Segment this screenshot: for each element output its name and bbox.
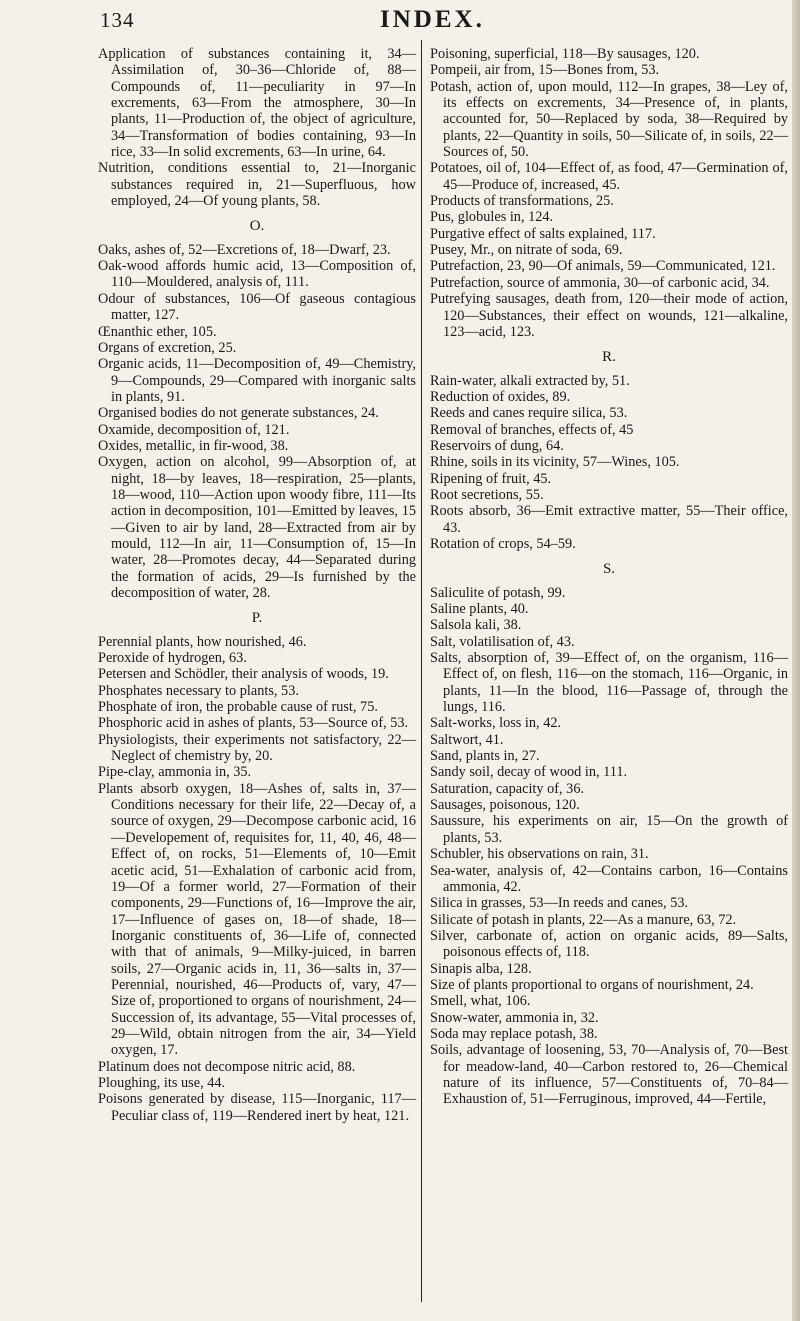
- index-entry: Silicate of potash in plants, 22—As a manure, 63, 72.: [430, 911, 737, 928]
- index-entry: Root secretions, 55.: [430, 486, 544, 503]
- column-divider: [421, 40, 422, 1302]
- index-entry: Silica in grasses, 53—In reeds and canes, 53.: [430, 895, 689, 912]
- index-entry: Odour of substances, 106—Of gaseous contagious matter, 127.: [98, 290, 416, 324]
- index-entry: Putrefaction, source of ammonia, 30—of carbonic acid, 34.: [430, 274, 770, 291]
- section-heading-p: P.: [251, 610, 263, 627]
- index-entry: Reduction of oxides, 89.: [430, 388, 571, 405]
- index-entry: Application of substances containing it, 34—Assimilation of, 30–36—Chloride of, 88—Compounds of, 11—peculiarity in 97—In excrements, 63—From the atmosphere, 30—In plants, 11—Production of, the object of agriculture, 34—Transformation of bodies containing, 93—In rice, 33—In solid excrements, 63—In urine, 64.: [98, 46, 416, 161]
- index-entry: Purgative effect of salts explained, 117.: [430, 225, 656, 242]
- page-number: 134: [100, 8, 135, 32]
- index-entry: Physiologists, their experiments not satisfactory, 22—Neglect of chemistry by, 20.: [98, 731, 416, 765]
- index-entry: Oaks, ashes of, 52—Excretions of, 18—Dwarf, 23.: [98, 241, 391, 258]
- index-entry: Salt, volatilisation of, 43.: [430, 633, 575, 650]
- running-title: INDEX.: [380, 6, 485, 33]
- index-entry: Salsola kali, 38.: [430, 617, 522, 634]
- index-entry: Rain-water, alkali extracted by, 51.: [430, 372, 630, 389]
- page-header: [0, 4, 800, 40]
- index-entry: Sausages, poisonous, 120.: [430, 797, 580, 814]
- index-entry: Ripening of fruit, 45.: [430, 470, 552, 487]
- index-entry: Oak-wood affords humic acid, 13—Composition of, 110—Mouldered, analysis of, 111.: [98, 258, 416, 291]
- index-entry: Soils, advantage of loosening, 53, 70—Analysis of, 70—Best for meadow-land, 40—Carbon restored to, 26—Chemical nature of its influence, 57—Constituents of, 70–84—Exhaustion of, 51—Ferruginous, improved, 44—Fertile,: [430, 1042, 788, 1108]
- index-entry: Nutrition, conditions essential to, 21—Inorganic substances required in, 21—Superfluous, how employed, 24—Of young plants, 58.: [98, 160, 416, 210]
- index-entry: Organic acids, 11—Decomposition of, 49—Chemistry, 9—Compounds, 29—Compared with inorganic salts in plants, 91.: [98, 356, 416, 405]
- section-heading-s: S.: [602, 561, 616, 578]
- index-entry: Sea-water, analysis of, 42—Contains carbon, 16—Contains ammonia, 42.: [430, 862, 788, 895]
- index-entry: Saltwort, 41.: [430, 731, 504, 748]
- index-entry: Poisoning, superficial, 118—By sausages, 120.: [430, 46, 700, 62]
- index-entry: Pusey, Mr., on nitrate of soda, 69.: [430, 242, 623, 259]
- index-entry: Reeds and canes require silica, 53.: [430, 405, 628, 422]
- section-heading-o: O.: [249, 218, 265, 235]
- index-entry: Schubler, his observations on rain, 31.: [430, 846, 649, 863]
- index-entry: Oxygen, action on alcohol, 99—Absorption of, at night, 18—by leaves, 18—respiration, 25—plants, 18—wood, 110—Action upon woody fibre, 111—Its action in decomposition, 101—Emitted by leaves, 15—Given to air by land, 28—Extracted from air by mould, 112—In air, 11—Consumption of, 15—In water, 28—Promotes decay, 44—Separated during the formation of acids, 29—Is furnished by the decomposition of water, 28.: [98, 454, 416, 601]
- index-entry: Petersen and Schödler, their analysis of woods, 19.: [98, 666, 389, 683]
- index-entry: Snow-water, ammonia in, 32.: [430, 1009, 599, 1026]
- entries-p: [98, 634, 416, 1124]
- index-entry: Phosphate of iron, the probable cause of rust, 75.: [98, 699, 378, 716]
- index-entry: Oxides, metallic, in fir-wood, 38.: [98, 437, 289, 454]
- index-entry: Reservoirs of dung, 64.: [430, 437, 564, 454]
- index-entry: Saturation, capacity of, 36.: [430, 780, 585, 797]
- left-column: [98, 46, 416, 1124]
- index-entry: Peroxide of hydrogen, 63.: [98, 650, 247, 667]
- index-entry: Products of transformations, 25.: [430, 193, 614, 210]
- index-entry: Phosphoric acid in ashes of plants, 53—Source of, 53.: [98, 715, 409, 732]
- index-entry: Rotation of crops, 54–59.: [430, 535, 576, 552]
- index-entry: Perennial plants, how nourished, 46.: [98, 633, 307, 650]
- index-entry: Sinapis alba, 128.: [430, 960, 532, 977]
- index-entry: Poisons generated by disease, 115—Inorganic, 117—Peculiar class of, 119—Rendered inert by heat, 121.: [98, 1091, 416, 1124]
- index-entry: Roots absorb, 36—Emit extractive matter, 55—Their office, 43.: [430, 503, 788, 536]
- index-entry: Oxamide, decomposition of, 121.: [98, 421, 290, 438]
- index-entry: Removal of branches, effects of, 45: [430, 421, 634, 438]
- index-entry: Platinum does not decompose nitric acid, 88.: [98, 1058, 356, 1075]
- entries-n-tail: [98, 46, 416, 209]
- entries-p-continued: [430, 46, 788, 340]
- index-entry: Pompeii, air from, 15—Bones from, 53.: [430, 62, 660, 79]
- index-entry: Potash, action of, upon mould, 112—In grapes, 38—Ley of, its effects on excrements, 34—Presence of, in plants, accounted for, 50—Replaced by soda, 38—Required by plants, 22—Quantity in soils, 50—Silicate of, in soils, 22—Sources of, 50.: [430, 78, 788, 161]
- entries-r: [430, 373, 788, 553]
- index-entry: Organised bodies do not generate substances, 24.: [98, 405, 379, 422]
- index-entry: Soda may replace potash, 38.: [430, 1025, 598, 1042]
- index-entry: Saliculite of potash, 99.: [430, 584, 566, 601]
- index-entry: Smell, what, 106.: [430, 993, 531, 1010]
- index-entry: Salts, absorption of, 39—Effect of, on the organism, 116—Effect of, on flesh, 116—on the stomach, 116—Organic, in plants, 11—In the blood, 116—Passage of, through the lungs, 116.: [430, 650, 788, 716]
- index-entry: Putrefying sausages, death from, 120—their mode of action, 120—Substances, their effect on wounds, 121—alkaline, 123—acid, 123.: [430, 291, 788, 340]
- index-entry: Plants absorb oxygen, 18—Ashes of, salts in, 37—Conditions necessary for their life, 22—Decay of, a source of oxygen, 29—Decompose carbonic acid, 16—Developement of, requisites for, 11, 40, 46, 48—Effect of, on rocks, 51—Elements of, 10—Emit acetic acid, 51—Exhalation of carbonic acid from, 19—Of a former world, 27—Formation of their components, 29—Functions of, 16—Improve the air, 17—Influence of gases on, 18—of shade, 18—Inorganic constituents of, 36—Life of, connected with that of animals, 9—Milky-juiced, in barren soils, 27—Organic acids in, 11, 36—salts in, 37—Perennial, nourished, 46—Products of, vary, 47—Size of, proportioned to organs of nourishment, 24—Succession of, its advantage, 55—Vital processes of, 29—Wild, obtain nitrogen from the air, 34—Yield oxygen, 17.: [98, 780, 416, 1059]
- index-entry: Rhine, soils in its vicinity, 57—Wines, 105.: [430, 454, 680, 471]
- index-entry: Œnanthic ether, 105.: [98, 323, 217, 340]
- right-column: [430, 46, 788, 1108]
- entries-s: [430, 585, 788, 1108]
- index-entry: Phosphates necessary to plants, 53.: [98, 682, 299, 699]
- index-entry: Saussure, his experiments on air, 15—On the growth of plants, 53.: [430, 813, 788, 846]
- index-entry: Putrefaction, 23, 90—Of animals, 59—Communicated, 121.: [430, 258, 776, 275]
- index-entry: Silver, carbonate of, action on organic acids, 89—Salts, poisonous effects of, 118.: [430, 927, 788, 961]
- index-entry: Potatoes, oil of, 104—Effect of, as food, 47—Germination of, 45—Produce of, increased, 45.: [430, 160, 788, 193]
- index-entry: Sandy soil, decay of wood in, 111.: [430, 764, 628, 781]
- index-entry: Salt-works, loss in, 42.: [430, 715, 562, 732]
- index-entry: Ploughing, its use, 44.: [98, 1074, 226, 1091]
- index-entry: Pipe-clay, ammonia in, 35.: [98, 764, 252, 781]
- index-entry: Pus, globules in, 124.: [430, 209, 554, 226]
- entries-o: [98, 242, 416, 602]
- index-entry: Sand, plants in, 27.: [430, 748, 540, 765]
- index-entry: Organs of excretion, 25.: [98, 339, 237, 356]
- index-entry: Saline plants, 40.: [430, 601, 529, 617]
- page-edge: [792, 0, 800, 1321]
- index-entry: Size of plants proportional to organs of nourishment, 24.: [430, 976, 754, 993]
- section-heading-r: R.: [602, 349, 616, 366]
